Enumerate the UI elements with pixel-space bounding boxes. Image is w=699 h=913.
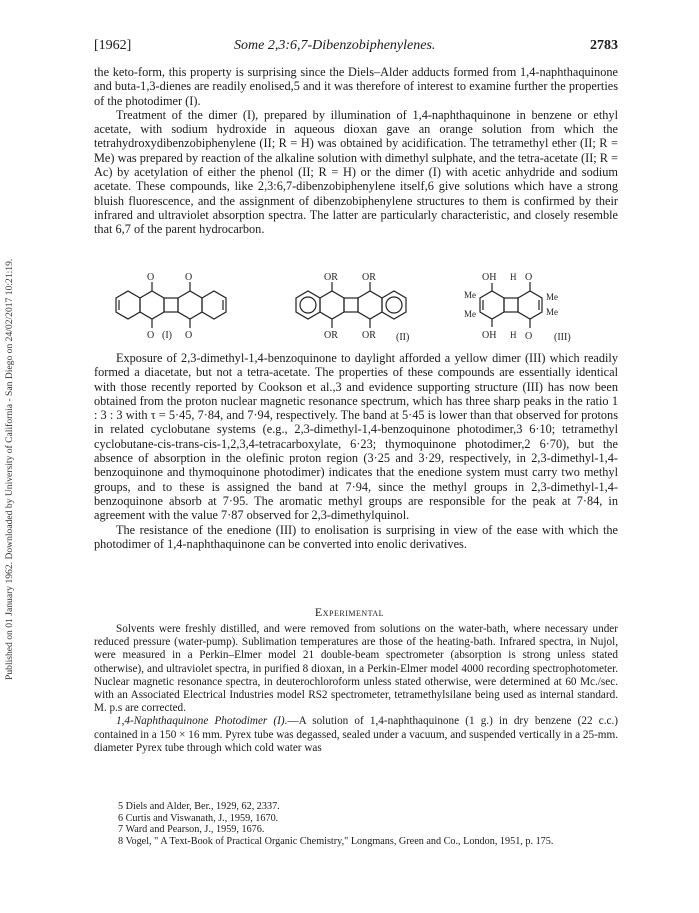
structure-III [464, 272, 571, 343]
page-number: 2783 [590, 38, 618, 53]
atom-label: OR [324, 272, 338, 283]
structure-label-III: (III) [554, 332, 571, 343]
footnote: 7 Ward and Pearson, J., 1959, 1676. [118, 824, 265, 836]
download-watermark-text: Published on 01 January 1962. Downloaded by University of California - San Diego on 24/02/2017 10:21:19. [4, 258, 15, 680]
footnotes [94, 801, 618, 847]
atom-label: OH [482, 330, 497, 341]
structure-II [296, 272, 409, 343]
atom-label: O [185, 272, 193, 283]
atom-label: Me [464, 290, 476, 300]
atom-label: OR [362, 272, 376, 283]
body-text-bottom [94, 351, 618, 551]
paragraph-2: Treatment of the dimer (I), prepared by illumination of 1,4-naphthaquinone in benzene or ethyl acetate, with sodium hydroxide in aqueous dioxan gave an orange solution from which the tetrahydroxydibenzobiphenylene (II; R = H) was obtained by acidification. The tetramethyl ether (II; R = Me) was prepared by reaction of the alkaline solution with dimethyl sulphate, and the tetra-acetate (II; R = Ac) by acetylation of either the phenol (II; R = H) or the dimer (I) with acetic anhydride and sodium acetate. These compounds, like 2,3:6,7-dibenzobiphenylene itself,6 give solutions which have a strong bluish fluorescence, and the assignment of dibenzobiphenylene structures to them is confirmed by their infrared and ultraviolet absorption spectra. The latter are particularly characteristic, and closely resemble that 6,7 of the parent hydrocarbon. [94, 107, 618, 237]
paragraph-1: the keto-form, this property is surprising since the Diels–Alder adducts formed from 1,4-naphthaquinone and buta-1,3-dienes are readily enolised,5 and it was therefore of interest to examine further the properties of the photodimer (I). [94, 65, 618, 108]
structure-figures [96, 268, 616, 346]
atom-label: OR [362, 330, 376, 341]
atom-label: Me [464, 309, 476, 319]
atom-label: H [510, 330, 517, 340]
atom-label: O [525, 272, 533, 283]
atom-label: Me [546, 292, 558, 302]
structure-label-II: (II) [396, 332, 410, 343]
paragraph-3: Exposure of 2,3-dimethyl-1,4-benzoquinone to daylight afforded a yellow dimer (III) which readily formed a diacetate, but not a tetra-acetate. The properties of these compounds are essentially identical with those recently reported by Cookson et al.,3 and evidence supporting structure (III) has now been obtained from the proton nuclear magnetic resonance spectrum, which has three sharp peaks in the ratio 1 : 3 : 3 with τ = 5·45, 7·84, and 7·94, respectively. The band at 5·45 is lower than that observed for protons in related cyclobutane systems (e.g., 2,3-dimethyl-1,4-benzoquinone photodimer,3 6·10; tetramethyl cyclobutane-cis-trans-cis-1,2,3,4-tetracarboxylate, 6·23; thymoquinone photodimer,2 6·70), but the absence of absorption in the olefinic proton region (3·25 and 3·29, respectively, in 2,3-dimethyl-1,4-benzoquinone and thymoquinone photodimer) indicates that the enedione system must carry two methyl groups, and to these is assigned the band at 7·94, since the methyl groups in 2,3-dimethyl-1,4-benzoquinone absorb at 7·95. The aromatic methyl groups are responsible for the peak at 7·84, in agreement with the value 7·87 observed for 2,3-dimethylquinol. [94, 351, 618, 523]
atom-label: Me [546, 307, 558, 317]
atom-label: O [185, 330, 193, 341]
atom-label: OR [324, 330, 338, 341]
structure-I [116, 272, 226, 341]
footnote: 6 Curtis and Viswanath, J., 1959, 1670. [118, 812, 279, 824]
experimental-text [94, 623, 618, 755]
experimental-paragraph-1: Solvents were freshly distilled, and were removed from solutions on the water-bath, where necessary under reduced pressure (water-pump). Sublimation temperatures are those of the heating-bath. Infrared spectra, in Nujol, were measured in a Perkin–Elmer model 21 double-beam spectrometer (absorption is strong unless stated otherwise), and ultraviolet spectra, in purified 8 dioxan, in a Perkin-Elmer model 4000 recording spectrophotometer. Nuclear magnetic resonance spectra, in deuterochloroform unless stated otherwise, were determined at 60 Mc./sec. with an Associated Electrical Industries model RS2 spectrometer, tetramethylsilane being used as internal standard. M. p.s are corrected. [94, 623, 618, 715]
section-heading: Experimental [314, 605, 385, 619]
paragraph-4: The resistance of the enedione (III) to enolisation is surprising in view of the ease with which the photodimer of 1,4-naphthaquinone can be converted into enolic derivatives. [94, 522, 618, 551]
running-header [94, 38, 618, 58]
header-year: [1962] [94, 38, 132, 53]
atom-label: H [510, 272, 517, 282]
atom-label: O [147, 330, 155, 341]
experimental-paragraph-2 [94, 715, 618, 755]
atom-label: O [147, 272, 155, 283]
body-text-top [94, 65, 618, 237]
structure-label-I: (I) [162, 330, 172, 341]
atom-label: OH [482, 272, 497, 283]
atom-label: O [525, 331, 533, 342]
header-title: Some 2,3:6,7-Dibenzobiphenylenes. [234, 38, 436, 53]
experimental-paragraph-2-text: —A solution of 1,4-naphthaquinone (1 g.) in dry benzene (22 c.c.) contained in a 150 × 16 mm. Pyrex tube was degassed, sealed under a vacuum, and suspended vertically in a 25-mm. diameter Pyrex tube through which cold water was [94, 715, 619, 754]
footnote: 8 Vogel, " A Text-Book of Practical Organic Chemistry," Longmans, Green and Co., London, 1951, p. 175. [118, 835, 554, 847]
compound-title: 1,4-Naphthaquinone Photodimer (I). [116, 715, 288, 728]
footnote: 5 Diels and Alder, Ber., 1929, 62, 2337. [118, 801, 280, 812]
download-watermark [4, 120, 18, 680]
